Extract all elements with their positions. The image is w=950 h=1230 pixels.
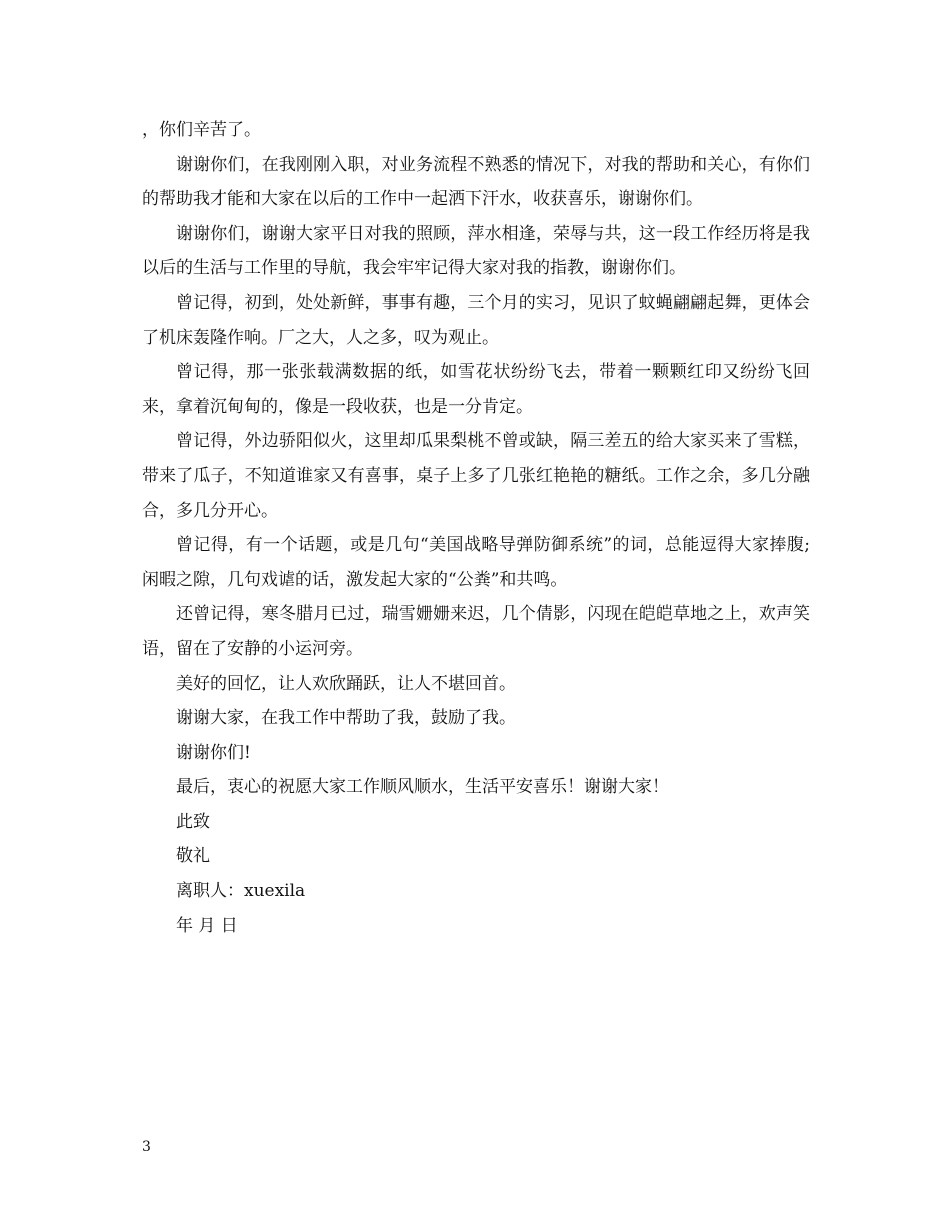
page-number: 3 xyxy=(142,1139,151,1155)
closing-regards: 敬礼 xyxy=(176,846,210,867)
paragraph: 曾记得，有一个话题，或是几句“美国战略导弹防御系统”的词，总能逗得大家捧腹;闲暇之隙，几句戏谑的话，激发起大家的“公粪”和共鸣。 xyxy=(142,535,810,590)
paragraph: 谢谢大家，在我工作中帮助了我，鼓励了我。 xyxy=(176,708,516,729)
signature-line: 离职人：xuexila xyxy=(176,881,306,902)
paragraph: ，你们辛苦了。 xyxy=(142,120,261,140)
paragraph: 最后，衷心的祝愿大家工作顺风顺水，生活平安喜乐！谢谢大家！ xyxy=(176,777,669,798)
paragraph: 曾记得，那一张张载满数据的纸，如雪花状纷纷飞去，带着一颗颗红印又纷纷飞回来，拿着沉甸甸的，像是一段收获，也是一分肯定。 xyxy=(142,362,810,417)
paragraph: 还曾记得，寒冬腊月已过，瑞雪姗姗来迟，几个倩影，闪现在皑皑草地之上，欢声笑语，留在了安静的小运河旁。 xyxy=(142,604,810,659)
paragraph: 谢谢你们! xyxy=(176,742,251,763)
paragraph: 谢谢你们，谢谢大家平日对我的照顾，萍水相逢，荣辱与共，这一段工作经历将是我以后的生活与工作里的导航，我会牢牢记得大家对我的指教，谢谢你们。 xyxy=(142,223,810,279)
paragraph: 美好的回忆，让人欢欣踊跃，让人不堪回首。 xyxy=(176,673,516,694)
letter-body xyxy=(142,113,810,943)
closing-salutation: 此致 xyxy=(176,811,210,832)
paragraph: 曾记得，初到，处处新鲜，事事有趣，三个月的实习，见识了蚊蝇翩翩起舞，更体会了机床轰隆作响。厂之大，人之多，叹为观止。 xyxy=(142,292,810,348)
paragraph: 曾记得，外边骄阳似火，这里却瓜果梨桃不曾或缺，隔三差五的给大家买来了雪糕，带来了瓜子，不知道谁家又有喜事，桌子上多了几张红艳艳的糖纸。工作之余，多几分融合，多几分开心。 xyxy=(142,431,810,521)
date-line: 年 月 日 xyxy=(176,915,238,936)
paragraph: 谢谢你们，在我刚刚入职，对业务流程不熟悉的情况下，对我的帮助和关心，有你们的帮助我才能和大家在以后的工作中一起洒下汗水，收获喜乐，谢谢你们。 xyxy=(142,154,810,210)
